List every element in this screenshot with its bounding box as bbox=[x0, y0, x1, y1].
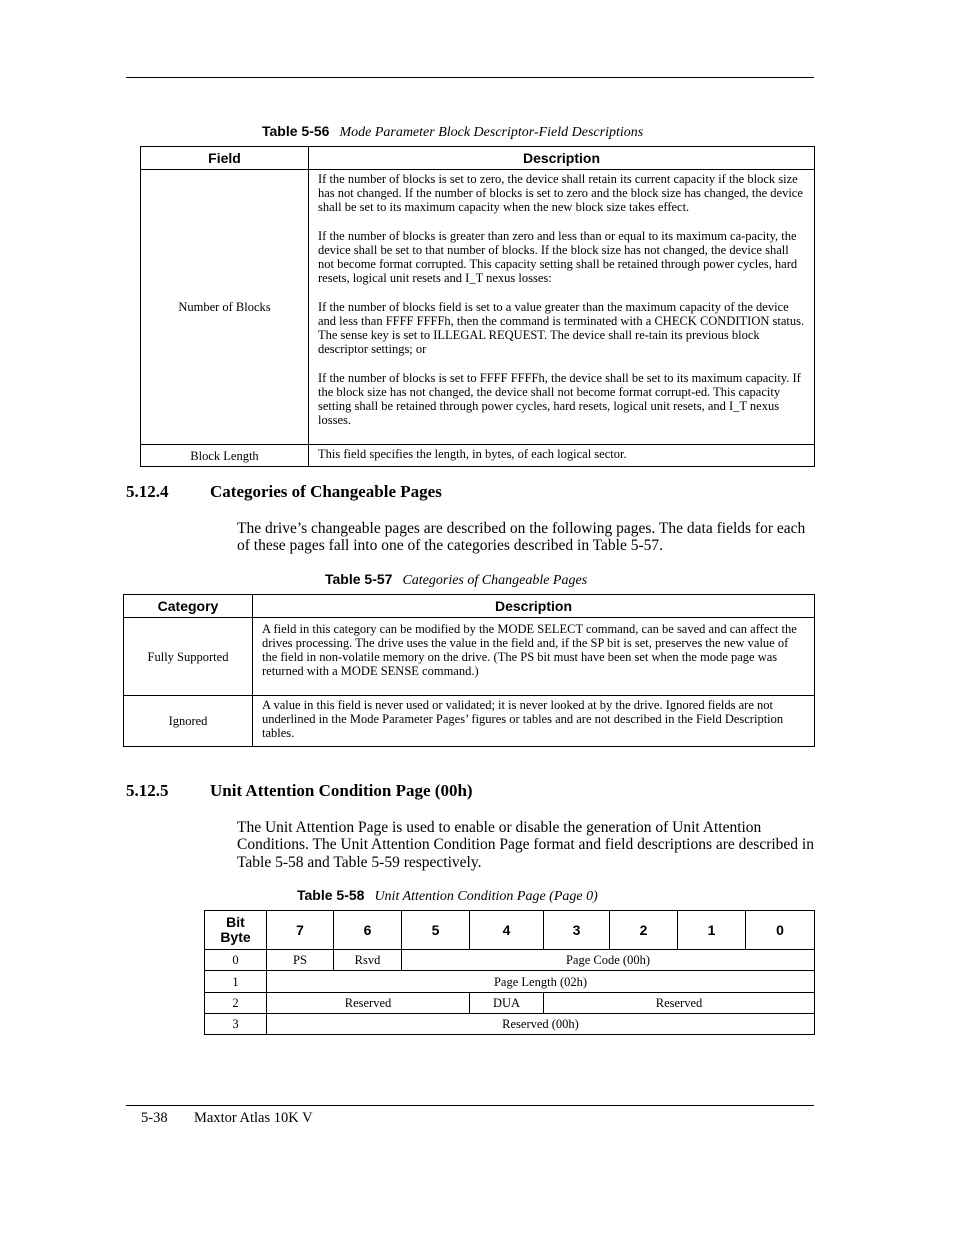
dua-field: DUA bbox=[470, 993, 544, 1014]
table-row bbox=[205, 950, 815, 971]
header-rule bbox=[126, 77, 814, 78]
category-description: A value in this field is never used or validated; it is never looked at by the drive. Ignored fields are not underlined in the Mode Parameter Pages’ figures or tables and are not described in the Field Description tables. bbox=[253, 696, 815, 747]
section-title: Unit Attention Condition Page (00h) bbox=[210, 781, 473, 800]
bit-header: 3 bbox=[544, 911, 610, 950]
category-name: Fully Supported bbox=[124, 618, 253, 696]
field-name: Block Length bbox=[141, 445, 309, 467]
description-paragraph: If the number of blocks is set to zero, the device shall retain its current capacity if the block size has not changed. If the number of blocks is set to zero and the block size has changed, the device shall be set to its maximum capacity when the new block size takes effect. bbox=[318, 172, 803, 214]
table-5-58-caption bbox=[297, 887, 598, 905]
section-heading bbox=[126, 781, 473, 801]
byte-number: 0 bbox=[205, 950, 267, 971]
table-label: Table 5-57 bbox=[325, 571, 393, 587]
reserved-field: Reserved bbox=[267, 993, 470, 1014]
byte-number: 3 bbox=[205, 1014, 267, 1035]
bit-header: 1 bbox=[678, 911, 746, 950]
field-description bbox=[309, 170, 815, 445]
page-code-field: Page Code (00h) bbox=[402, 950, 815, 971]
table-5-58 bbox=[204, 910, 815, 1035]
table-title: Categories of Changeable Pages bbox=[402, 573, 588, 588]
category-description: A field in this category can be modified by the MODE SELECT command, can be saved and can affect the drives processing. The drive uses the value in the field and, if the SP bit is set, preserves the new value of the field in non-volatile memory on the drive. (The PS bit must have been set when the mode page was returned with a MODE SENSE command.) bbox=[253, 618, 815, 696]
description-paragraph: If the number of blocks is set to FFFF FFFFh, the device shall be set to its maximum capacity. If the block size has not changed, the device shall not become format corrupt-ed. This capacity setting shall be retained through power cycles, hard resets, logical unit resets, and I_T nexus losses. bbox=[318, 371, 801, 427]
byte-number: 1 bbox=[205, 971, 267, 993]
table-5-57 bbox=[123, 594, 815, 747]
description-paragraph: If the number of blocks field is set to a value greater than the maximum capacity of the device and less than FFFF FFFFh, then the command is terminated with a CHECK CONDITION status. The sense key is set to ILLEGAL REQUEST. The device shall re-tain its previous block descriptor settings; or bbox=[318, 300, 805, 356]
description-paragraph: If the number of blocks is greater than zero and less than or equal to its maximum ca-pacity, the device shall be set to that number of blocks. If the block size has not changed, the device shall not become format corrupted. This capacity setting shall be retained through power cycles, hard resets, logical unit resets and I_T nexus losses: bbox=[318, 229, 798, 285]
page-number: 5-38 bbox=[141, 1110, 168, 1126]
bit-header: 6 bbox=[334, 911, 402, 950]
column-header-category: Category bbox=[124, 595, 253, 618]
table-row bbox=[141, 445, 815, 467]
section-title: Categories of Changeable Pages bbox=[210, 482, 442, 501]
bit-header: 0 bbox=[746, 911, 815, 950]
table-label: Table 5-56 bbox=[262, 123, 330, 139]
bit-header: 7 bbox=[267, 911, 334, 950]
field-name: Number of Blocks bbox=[141, 170, 309, 445]
column-header-description: Description bbox=[253, 595, 815, 618]
table-title: Unit Attention Condition Page (Page 0) bbox=[374, 889, 598, 904]
section-heading bbox=[126, 482, 442, 502]
table-5-57-caption bbox=[325, 571, 587, 589]
section-number: 5.12.5 bbox=[126, 781, 169, 800]
byte-number: 2 bbox=[205, 993, 267, 1014]
corner-byte: Byte bbox=[220, 929, 251, 945]
product-name: Maxtor Atlas 10K V bbox=[194, 1110, 313, 1126]
category-name: Ignored bbox=[124, 696, 253, 747]
bit-header: 5 bbox=[402, 911, 470, 950]
corner-bit: Bit bbox=[226, 914, 245, 930]
footer-rule bbox=[126, 1105, 814, 1106]
table-row bbox=[205, 993, 815, 1014]
table-row bbox=[124, 618, 815, 696]
table-5-56-caption bbox=[262, 123, 643, 141]
table-title: Mode Parameter Block Descriptor-Field Descriptions bbox=[339, 125, 644, 140]
table-5-56 bbox=[140, 146, 815, 467]
ps-field: PS bbox=[267, 950, 334, 971]
rsvd-field: Rsvd bbox=[334, 950, 402, 971]
field-description: This field specifies the length, in bytes, of each logical sector. bbox=[309, 445, 815, 467]
table-row bbox=[124, 696, 815, 747]
body-paragraph: The Unit Attention Page is used to enable or disable the generation of Unit Attention Conditions. The Unit Attention Condition Page format and field descriptions are described in Table 5-58 and Table 5-59 respectively. bbox=[237, 819, 814, 871]
table-row bbox=[205, 1014, 815, 1035]
bit-header: 4 bbox=[470, 911, 544, 950]
table-row bbox=[141, 170, 815, 445]
column-header-description: Description bbox=[309, 147, 815, 170]
bit-header: 2 bbox=[610, 911, 678, 950]
table-row bbox=[205, 971, 815, 993]
bit-byte-corner bbox=[205, 911, 267, 950]
body-paragraph: The drive’s changeable pages are described on the following pages. The data fields for each of these pages fall into one of the categories described in Table 5-57. bbox=[237, 520, 806, 555]
section-number: 5.12.4 bbox=[126, 482, 169, 501]
reserved-field: Reserved (00h) bbox=[267, 1014, 815, 1035]
column-header-field: Field bbox=[141, 147, 309, 170]
reserved-field: Reserved bbox=[544, 993, 815, 1014]
table-label: Table 5-58 bbox=[297, 887, 365, 903]
page-length-field: Page Length (02h) bbox=[267, 971, 815, 993]
